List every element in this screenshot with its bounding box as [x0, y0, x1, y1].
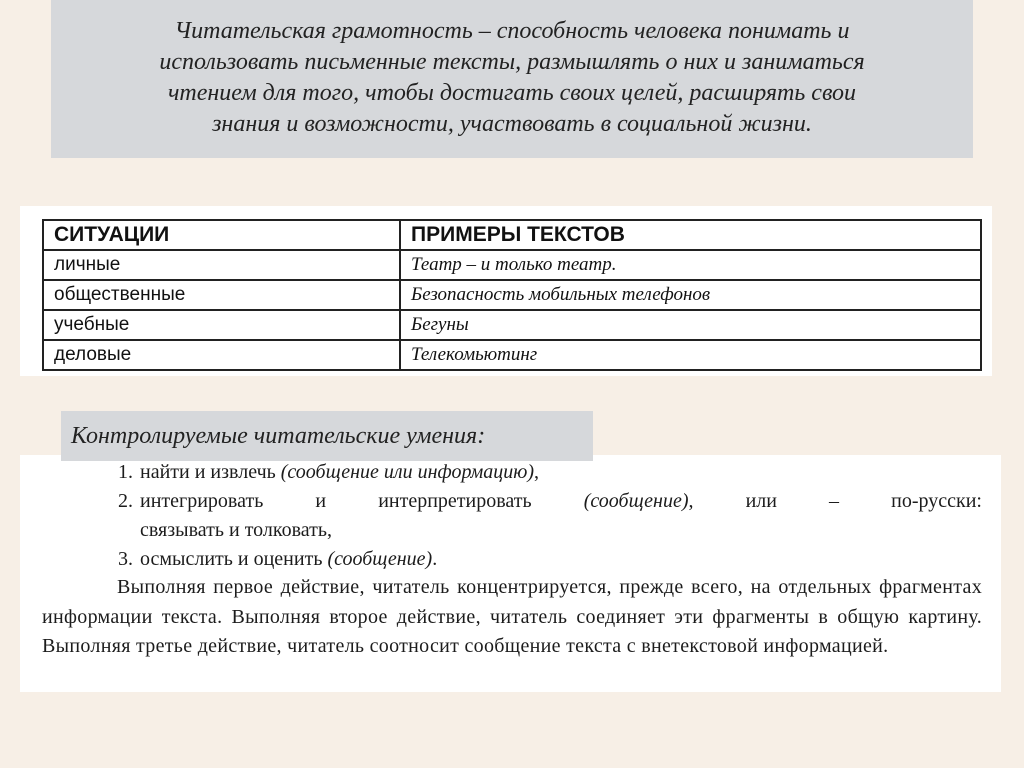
list-item	[20, 487, 1000, 545]
item-number: 1.	[118, 461, 133, 483]
explanation-paragraph: Выполняя первое действие, читатель концентрируется, прежде всего, на отдельных фрагментах информации текста. Выполняя второе действие, читатель соединяет эти фрагменты в общую картину. Выполняя третье действие, читатель соотносит сообщение текста с внетекстовой информацией.	[42, 576, 982, 657]
example-cell: Бегуны	[400, 310, 981, 340]
example-cell: Телекомьютинг	[400, 340, 981, 370]
definition-box	[51, 0, 973, 158]
table-row	[43, 280, 981, 310]
definition-line: чтением для того, чтобы достигать своих целей, расширять свои	[167, 80, 857, 106]
item-word: интерпретировать	[378, 490, 532, 512]
table-row	[43, 340, 981, 370]
item-word: или	[745, 490, 777, 512]
item-text: осмыслить и оценить	[140, 548, 328, 570]
table-row	[43, 310, 981, 340]
item-word: интегрировать	[140, 490, 264, 512]
situation-cell: учебные	[43, 310, 400, 340]
example-cell: Безопасность мобильных телефонов	[400, 280, 981, 310]
table-header-row	[43, 220, 981, 250]
item-text: найти и извлечь	[140, 461, 281, 483]
item-tail: ,	[533, 461, 539, 483]
situation-cell: личные	[43, 250, 400, 280]
definition-line: Читательская грамотность – способность человека понимать и	[174, 18, 850, 44]
situations-table	[42, 219, 982, 371]
item-note: (сообщение)	[583, 490, 689, 512]
example-cell: Театр – и только театр.	[400, 250, 981, 280]
item-word: и	[315, 490, 327, 512]
definition-line: использовать письменные тексты, размышлять о них и заниматься	[159, 49, 865, 75]
item-tail: .	[432, 548, 438, 570]
item-word: по-русски:	[891, 490, 982, 512]
item-text-line2: связывать и толковать,	[140, 519, 332, 541]
header-examples: ПРИМЕРЫ ТЕКСТОВ	[400, 220, 981, 250]
situation-cell: деловые	[43, 340, 400, 370]
situations-table-card	[20, 206, 992, 376]
item-number: 3.	[118, 548, 133, 570]
item-note: (сообщение)	[327, 548, 433, 570]
skills-label: Контролируемые читательские умения:	[61, 411, 593, 461]
definition-line: знания и возможности, участвовать в социальной жизни.	[212, 111, 812, 137]
header-situations: СИТУАЦИИ	[43, 220, 400, 250]
list-item	[20, 458, 1000, 487]
item-note-group	[584, 487, 694, 516]
item-note: (сообщение или информацию)	[280, 461, 534, 483]
skills-card	[20, 455, 1001, 692]
situation-cell: общественные	[43, 280, 400, 310]
skills-list	[20, 458, 1000, 574]
item-number: 2.	[118, 490, 133, 512]
table-row	[43, 250, 981, 280]
item-word: ,	[688, 490, 694, 512]
item-justified-line	[140, 487, 982, 516]
item-word: –	[829, 490, 840, 512]
list-item	[20, 545, 1000, 574]
